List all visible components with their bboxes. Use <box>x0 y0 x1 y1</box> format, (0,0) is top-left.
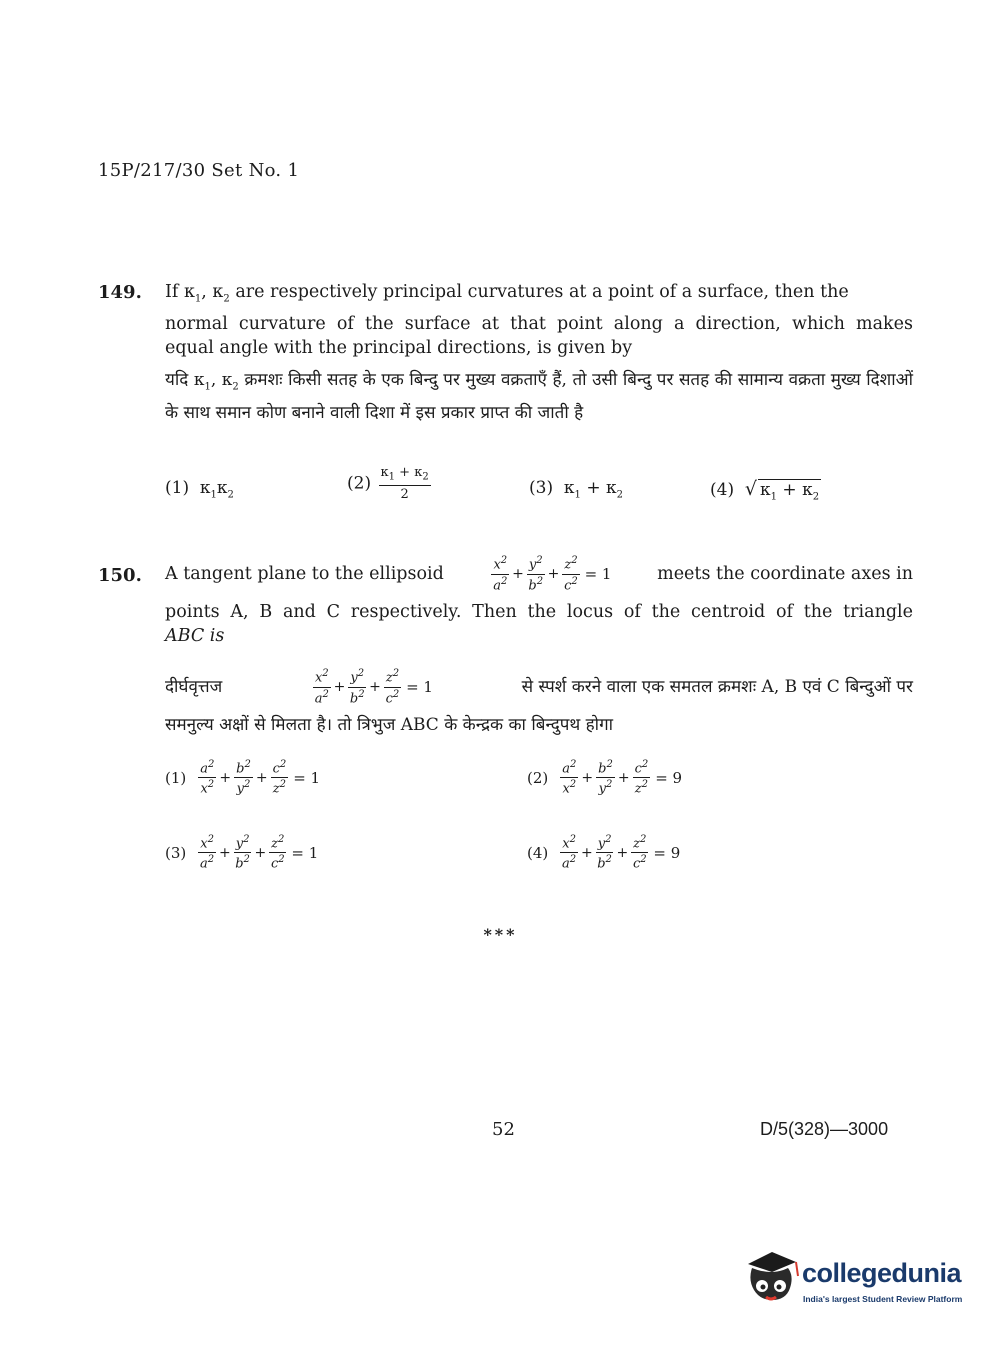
question-149-number: 149. <box>98 282 142 303</box>
q150-text-line3: ABC is <box>165 626 225 646</box>
q149-text-line1: are respectively principal curvatures at a point of a surface, then the <box>235 282 849 302</box>
q149-hindi-text: क्रमशः किसी सतह के एक बिन्दु पर मुख्य वक्रताएँ हैं, तो उसी बिन्दु पर सतह की सामान्य वक्रता मुख्य दिशाओं के साथ समान कोण बनाने वाली दिशा में इस प्रकार प्राप्त की जाती है <box>165 370 914 424</box>
mascot-icon <box>742 1250 800 1310</box>
q150-text-line2: points A, B and C respectively. Then the locus of the centroid of the triangle <box>165 602 913 622</box>
question-149-hindi <box>165 367 913 427</box>
q149-text-if: If <box>165 282 179 302</box>
brand-tagline: India's largest Student Review Platform <box>803 1294 963 1304</box>
question-150-english <box>165 548 913 648</box>
q150-text-line1-end: meets the coordinate axes in <box>657 564 913 584</box>
paper-code: 15P/217/30 Set No. 1 <box>98 160 300 181</box>
q149-kappa-2: $\kappa_2$ <box>212 282 230 305</box>
q150-hindi-start: दीर्घवृत्तज <box>165 676 223 697</box>
footer-code: D/5(328)—3000 <box>760 1119 889 1139</box>
q149-text-line3: equal angle with the principal directions, is given by <box>165 337 633 358</box>
q149-option-3: (3) $\kappa_1 + \kappa_2$ <box>529 478 623 501</box>
q150-option-4: (4) $\frac{x^2}{a^2}$ + $\frac{y^2}{b^2}$ + $\frac{z^2}{c^2}$ = 9 <box>527 834 681 872</box>
q150-option-1: (1) $\frac{a^2}{x^2}$ + $\frac{b^2}{y^2}$ + $\frac{c^2}{z^2}$ = 1 <box>165 759 321 797</box>
q149-option-4: (4) √ $\kappa_1 + \kappa_2$ <box>710 478 820 503</box>
q150-ellipsoid-equation: $\frac{x^2}{a^2}$ + $\frac{y^2}{b^2}$ + $\frac{z^2}{c^2}$ = 1 <box>493 555 612 593</box>
collegedunia-logo[interactable] <box>742 1250 972 1310</box>
question-150-hindi <box>165 662 913 739</box>
q149-option-2: (2) $\frac{\kappa_1 + \kappa_2}{2}$ <box>347 465 429 502</box>
q150-option-3: (3) $\frac{x^2}{a^2}$ + $\frac{y^2}{b^2}$ + $\frac{z^2}{c^2}$ = 1 <box>165 834 319 872</box>
q149-hindi-yadi: यदि <box>165 370 189 390</box>
q150-hindi-line2: समनुल्य अक्षों से मिलता है। तो त्रिभुज ABC के केन्द्रक का बिन्दुपथ होगा <box>165 715 614 735</box>
q150-hindi-ellipsoid-equation: $\frac{x^2}{a^2}$ + $\frac{y^2}{b^2}$ + $\frac{z^2}{c^2}$ = 1 <box>314 668 433 706</box>
q149-text-line2: normal curvature of the surface at that point along a direction, which makes <box>165 313 913 334</box>
q149-hindi-kappas: $\kappa_1$, $\kappa_2$ <box>193 370 239 393</box>
question-150-number: 150. <box>98 565 142 586</box>
question-149-english: If $\kappa_1$, $\kappa_2$ are respectively principal curvatures at a point of a surface, then the normal curvature of the surface at that point along a direction, which makes equal angle with the principal directions, is given by <box>165 282 913 358</box>
end-stars: *** <box>483 925 518 944</box>
q150-text-line1: A tangent plane to the ellipsoid <box>165 564 444 584</box>
page-number: 52 <box>492 1119 515 1140</box>
q149-kappa-1: $\kappa_1$ <box>183 282 202 305</box>
q150-hindi-line1: से स्पर्श करने वाला एक समतल क्रमशः A, B एवं C बिन्दुओं पर <box>521 676 913 697</box>
q150-option-2: (2) $\frac{a^2}{x^2}$ + $\frac{b^2}{y^2}$ + $\frac{c^2}{z^2}$ = 9 <box>527 759 683 797</box>
q149-option-1: (1) $\kappa_1\kappa_2$ <box>165 478 234 501</box>
brand-name: collegedunia <box>802 1258 962 1288</box>
